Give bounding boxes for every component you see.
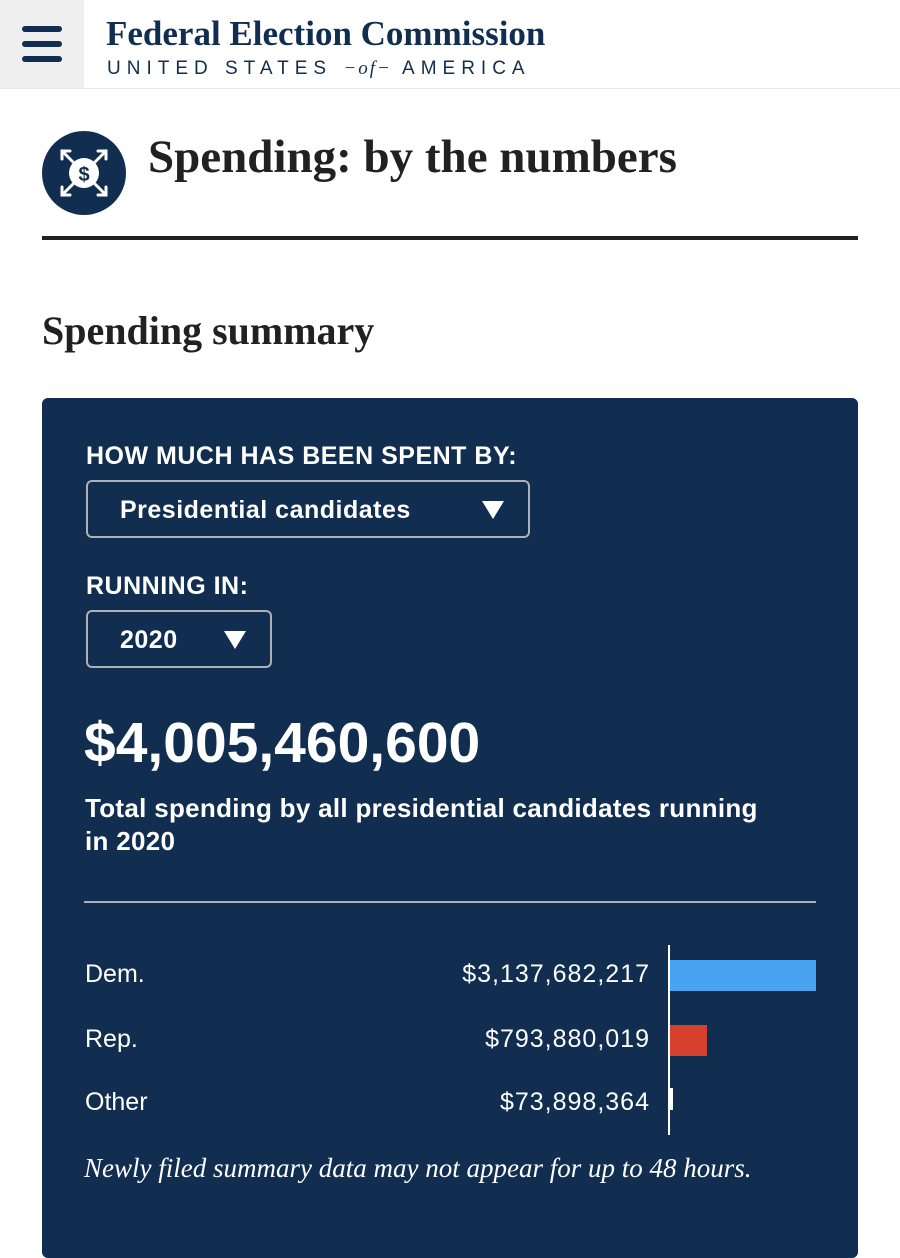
title-divider [42, 236, 858, 240]
site-title[interactable]: Federal Election Commission [106, 14, 546, 53]
total-spending-amount: $4,005,460,600 [84, 711, 481, 775]
chevron-down-icon [482, 501, 504, 519]
bar-other [670, 1088, 673, 1110]
party-amount-rep: $793,880,019 [485, 1025, 650, 1053]
spending-summary-panel [42, 398, 858, 1258]
bar-dem [670, 960, 816, 991]
running-in-label: RUNNING IN: [86, 572, 249, 600]
money-spending-icon [42, 131, 126, 215]
spent-by-label: HOW MUCH HAS BEEN SPENT BY: [86, 442, 518, 470]
party-amount-dem: $3,137,682,217 [462, 960, 650, 988]
spent-by-value: Presidential candidates [120, 496, 411, 524]
panel-divider [84, 901, 816, 903]
party-amount-other: $73,898,364 [499, 1088, 650, 1116]
chevron-down-icon [224, 631, 246, 649]
running-in-dropdown[interactable] [86, 610, 272, 668]
chart-axis [668, 945, 670, 1135]
spent-by-dropdown[interactable] [86, 480, 530, 538]
page-title: Spending: by the numbers [148, 131, 677, 183]
party-label-other: Other [85, 1088, 148, 1116]
section-title: Spending summary [42, 308, 375, 353]
site-subtitle: UNITED STATES −of− AMERICA [107, 58, 531, 79]
site-header [0, 0, 900, 89]
data-delay-note: Newly filed summary data may not appear for up to 48 hours. [84, 1153, 752, 1183]
party-label-rep: Rep. [85, 1025, 138, 1053]
total-spending-description: Total spending by all presidential candidates running in 2020 [85, 793, 758, 856]
svg-text:$: $ [78, 164, 90, 186]
hamburger-menu-icon[interactable] [0, 0, 84, 88]
bar-rep [670, 1025, 707, 1056]
running-in-value: 2020 [120, 626, 178, 654]
party-label-dem: Dem. [85, 960, 145, 988]
